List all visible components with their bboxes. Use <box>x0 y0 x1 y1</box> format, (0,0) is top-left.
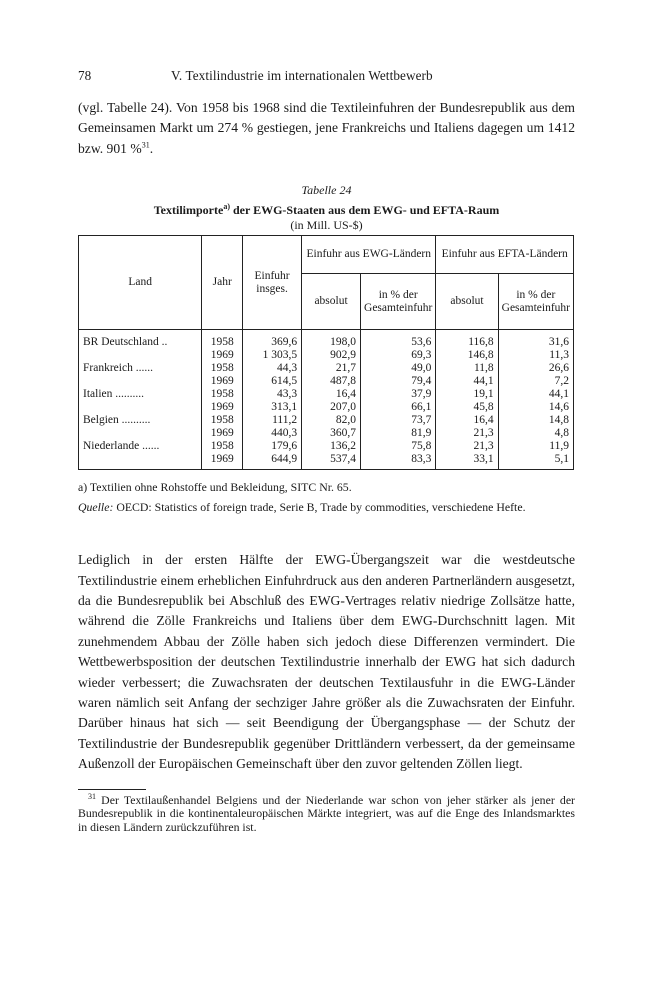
cell-land <box>79 375 202 388</box>
page <box>78 68 575 834</box>
cell-ewg-abs: 16,4 <box>302 388 361 401</box>
table-source <box>78 500 575 514</box>
footnote-number: 31 <box>88 791 96 801</box>
cell-ewg-abs: 136,2 <box>302 440 361 453</box>
cell-ewg-pct: 75,8 <box>361 440 436 453</box>
cell-jahr: 1958 <box>202 440 243 453</box>
cell-efta-abs: 19,1 <box>436 388 498 401</box>
footnote-ref-31[interactable]: 31 <box>141 140 150 150</box>
cell-jahr: 1969 <box>202 453 243 470</box>
cell-ewg-abs: 902,9 <box>302 349 361 362</box>
table-title-rest: der EWG-Staaten aus dem EWG- und EFTA-Raum <box>229 203 500 218</box>
cell-land: Italien .......... <box>79 388 202 401</box>
header-ewg-anteil: in % der Gesamteinfuhr <box>361 274 436 330</box>
cell-efta-pct: 5,1 <box>498 453 573 470</box>
cell-insg: 440,3 <box>243 427 302 440</box>
cell-efta-pct: 14,6 <box>498 401 573 414</box>
cell-efta-pct: 44,1 <box>498 388 573 401</box>
header-ewg: Einfuhr aus EWG-Ländern <box>302 236 436 274</box>
cell-efta-abs: 44,1 <box>436 375 498 388</box>
cell-land: Belgien .......... <box>79 414 202 427</box>
cell-land <box>79 427 202 440</box>
cell-efta-pct: 4,8 <box>498 427 573 440</box>
cell-ewg-pct: 53,6 <box>361 330 436 350</box>
cell-land <box>79 349 202 362</box>
table-title <box>78 203 575 218</box>
cell-efta-pct: 31,6 <box>498 330 573 350</box>
source-text: OECD: Statistics of foreign trade, Serie B, Trade by commodities, verschiedene Hefte. <box>113 500 526 515</box>
intro-paragraph <box>78 98 575 159</box>
cell-efta-abs: 21,3 <box>436 427 498 440</box>
table-row <box>79 388 574 401</box>
source-label: Quelle: <box>78 500 114 515</box>
header-efta: Einfuhr aus EFTA-Ländern <box>436 236 574 274</box>
cell-efta-abs: 21,3 <box>436 440 498 453</box>
cell-efta-pct: 7,2 <box>498 375 573 388</box>
cell-insg: 111,2 <box>243 414 302 427</box>
cell-jahr: 1958 <box>202 330 243 350</box>
table-title-note-ref: a) <box>223 202 230 212</box>
cell-ewg-abs: 82,0 <box>302 414 361 427</box>
cell-ewg-abs: 198,0 <box>302 330 361 350</box>
cell-ewg-pct: 79,4 <box>361 375 436 388</box>
table-row <box>79 330 574 350</box>
table-caption: Tabelle 24 <box>301 183 352 198</box>
cell-efta-pct: 11,9 <box>498 440 573 453</box>
cell-jahr: 1958 <box>202 388 243 401</box>
header-land: Land <box>79 236 202 330</box>
intro-text: (vgl. Tabelle 24). Von 1958 bis 1968 sind die Textileinfuhren der Bundesrepublik aus dem Gemeinsamen Markt um 274 % gestiegen, jene Frankreichs und Italiens dagegen um 1412 bzw. 901 % <box>78 100 575 156</box>
table-note-a: a) Textilien ohne Rohstoffe und Bekleidung, SITC Nr. 65. <box>78 480 352 495</box>
table-row <box>79 375 574 388</box>
main-paragraph: Lediglich in der ersten Hälfte der EWG-Übergangszeit war die westdeutsche Textilindustrie einem erheblichen Einfuhrdruck aus den anderen Partnerländern ausgesetzt, da die Bundesrepublik bei Abschluß des EWG-Vertrages relativ niedrige Zollsätze hatte, während die Zölle Frankreichs und Italiens über dem EWG-Durchschnitt lagen. Mit zunehmendem Abbau der Zölle haben sich jedoch diese Differenzen vermindert. Die Wettbewerbsposition der deutschen Textilindustrie innerhalb der EWG hat sich dadurch wieder verbessert; die Zuwachsraten der deutschen Textilausfuhr in die EWG-Länder waren nämlich seit Anfang der sechziger Jahre größer als die Zuwachsraten der Einfuhr. Darüber hinaus hat sich — seit Beendigung der Übergangsphase — der Schutz der Textilindustrie der Bundesrepublik gegenüber Drittländern verbessert, da der gemeinsame Außenzoll der Europäischen Gemeinschaft über den zuvor geltenden Zöllen liegt. <box>78 552 575 772</box>
header-ewg-absolut: absolut <box>302 274 361 330</box>
cell-land: BR Deutschland .. <box>79 330 202 350</box>
table-row <box>79 349 574 362</box>
data-table <box>78 235 574 470</box>
cell-jahr: 1958 <box>202 362 243 375</box>
cell-insg: 313,1 <box>243 401 302 414</box>
cell-insg: 614,5 <box>243 375 302 388</box>
cell-efta-abs: 45,8 <box>436 401 498 414</box>
cell-ewg-pct: 69,3 <box>361 349 436 362</box>
cell-efta-pct: 11,3 <box>498 349 573 362</box>
cell-ewg-abs: 487,8 <box>302 375 361 388</box>
footnote-31 <box>78 791 575 835</box>
cell-insg: 179,6 <box>243 440 302 453</box>
table-row <box>79 453 574 470</box>
table-row <box>79 362 574 375</box>
footnote-rule <box>78 789 146 790</box>
cell-efta-abs: 11,8 <box>436 362 498 375</box>
running-title: V. Textilindustrie im internationalen Wettbewerb <box>171 68 433 83</box>
cell-ewg-abs: 360,7 <box>302 427 361 440</box>
cell-ewg-pct: 81,9 <box>361 427 436 440</box>
cell-land: Niederlande ...... <box>79 440 202 453</box>
cell-efta-abs: 16,4 <box>436 414 498 427</box>
header-efta-absolut: absolut <box>436 274 498 330</box>
page-number: 78 <box>78 68 92 83</box>
cell-insg: 369,6 <box>243 330 302 350</box>
cell-efta-pct: 26,6 <box>498 362 573 375</box>
table-row <box>79 440 574 453</box>
cell-ewg-pct: 37,9 <box>361 388 436 401</box>
table-row <box>79 427 574 440</box>
cell-efta-abs: 146,8 <box>436 349 498 362</box>
header-efta-anteil: in % der Gesamteinfuhr <box>498 274 573 330</box>
cell-efta-abs: 116,8 <box>436 330 498 350</box>
cell-land: Frankreich ...... <box>79 362 202 375</box>
table-notes <box>78 480 575 514</box>
cell-land <box>79 401 202 414</box>
cell-ewg-pct: 73,7 <box>361 414 436 427</box>
cell-jahr: 1969 <box>202 401 243 414</box>
cell-land <box>79 453 202 470</box>
cell-jahr: 1969 <box>202 375 243 388</box>
cell-insg: 1 303,5 <box>243 349 302 362</box>
running-head <box>78 68 575 88</box>
intro-end: . <box>149 140 154 156</box>
cell-jahr: 1969 <box>202 349 243 362</box>
cell-efta-pct: 14,8 <box>498 414 573 427</box>
table-row <box>79 401 574 414</box>
table-title-main: Textilimporte <box>153 203 224 218</box>
cell-insg: 644,9 <box>243 453 302 470</box>
cell-insg: 43,3 <box>243 388 302 401</box>
cell-jahr: 1969 <box>202 427 243 440</box>
cell-jahr: 1958 <box>202 414 243 427</box>
cell-ewg-abs: 537,4 <box>302 453 361 470</box>
cell-ewg-abs: 21,7 <box>302 362 361 375</box>
table-row <box>79 414 574 427</box>
cell-ewg-pct: 83,3 <box>361 453 436 470</box>
cell-ewg-abs: 207,0 <box>302 401 361 414</box>
header-einfuhr: Einfuhr insges. <box>243 236 302 330</box>
cell-ewg-pct: 49,0 <box>361 362 436 375</box>
cell-insg: 44,3 <box>243 362 302 375</box>
cell-efta-abs: 33,1 <box>436 453 498 470</box>
cell-ewg-pct: 66,1 <box>361 401 436 414</box>
table-unit: (in Mill. US-$) <box>290 218 363 233</box>
footnote-text: Der Textilaußenhandel Belgiens und der Niederlande war schon von jeher stärker als jener der Bundesrepublik in die kontinentaleuropäischen Märkte integriert, was auf die Enge des Inlandsmarktes in diesen Ländern zurückzuführen ist. <box>78 792 575 834</box>
header-jahr: Jahr <box>202 236 243 330</box>
table-body <box>79 330 574 470</box>
